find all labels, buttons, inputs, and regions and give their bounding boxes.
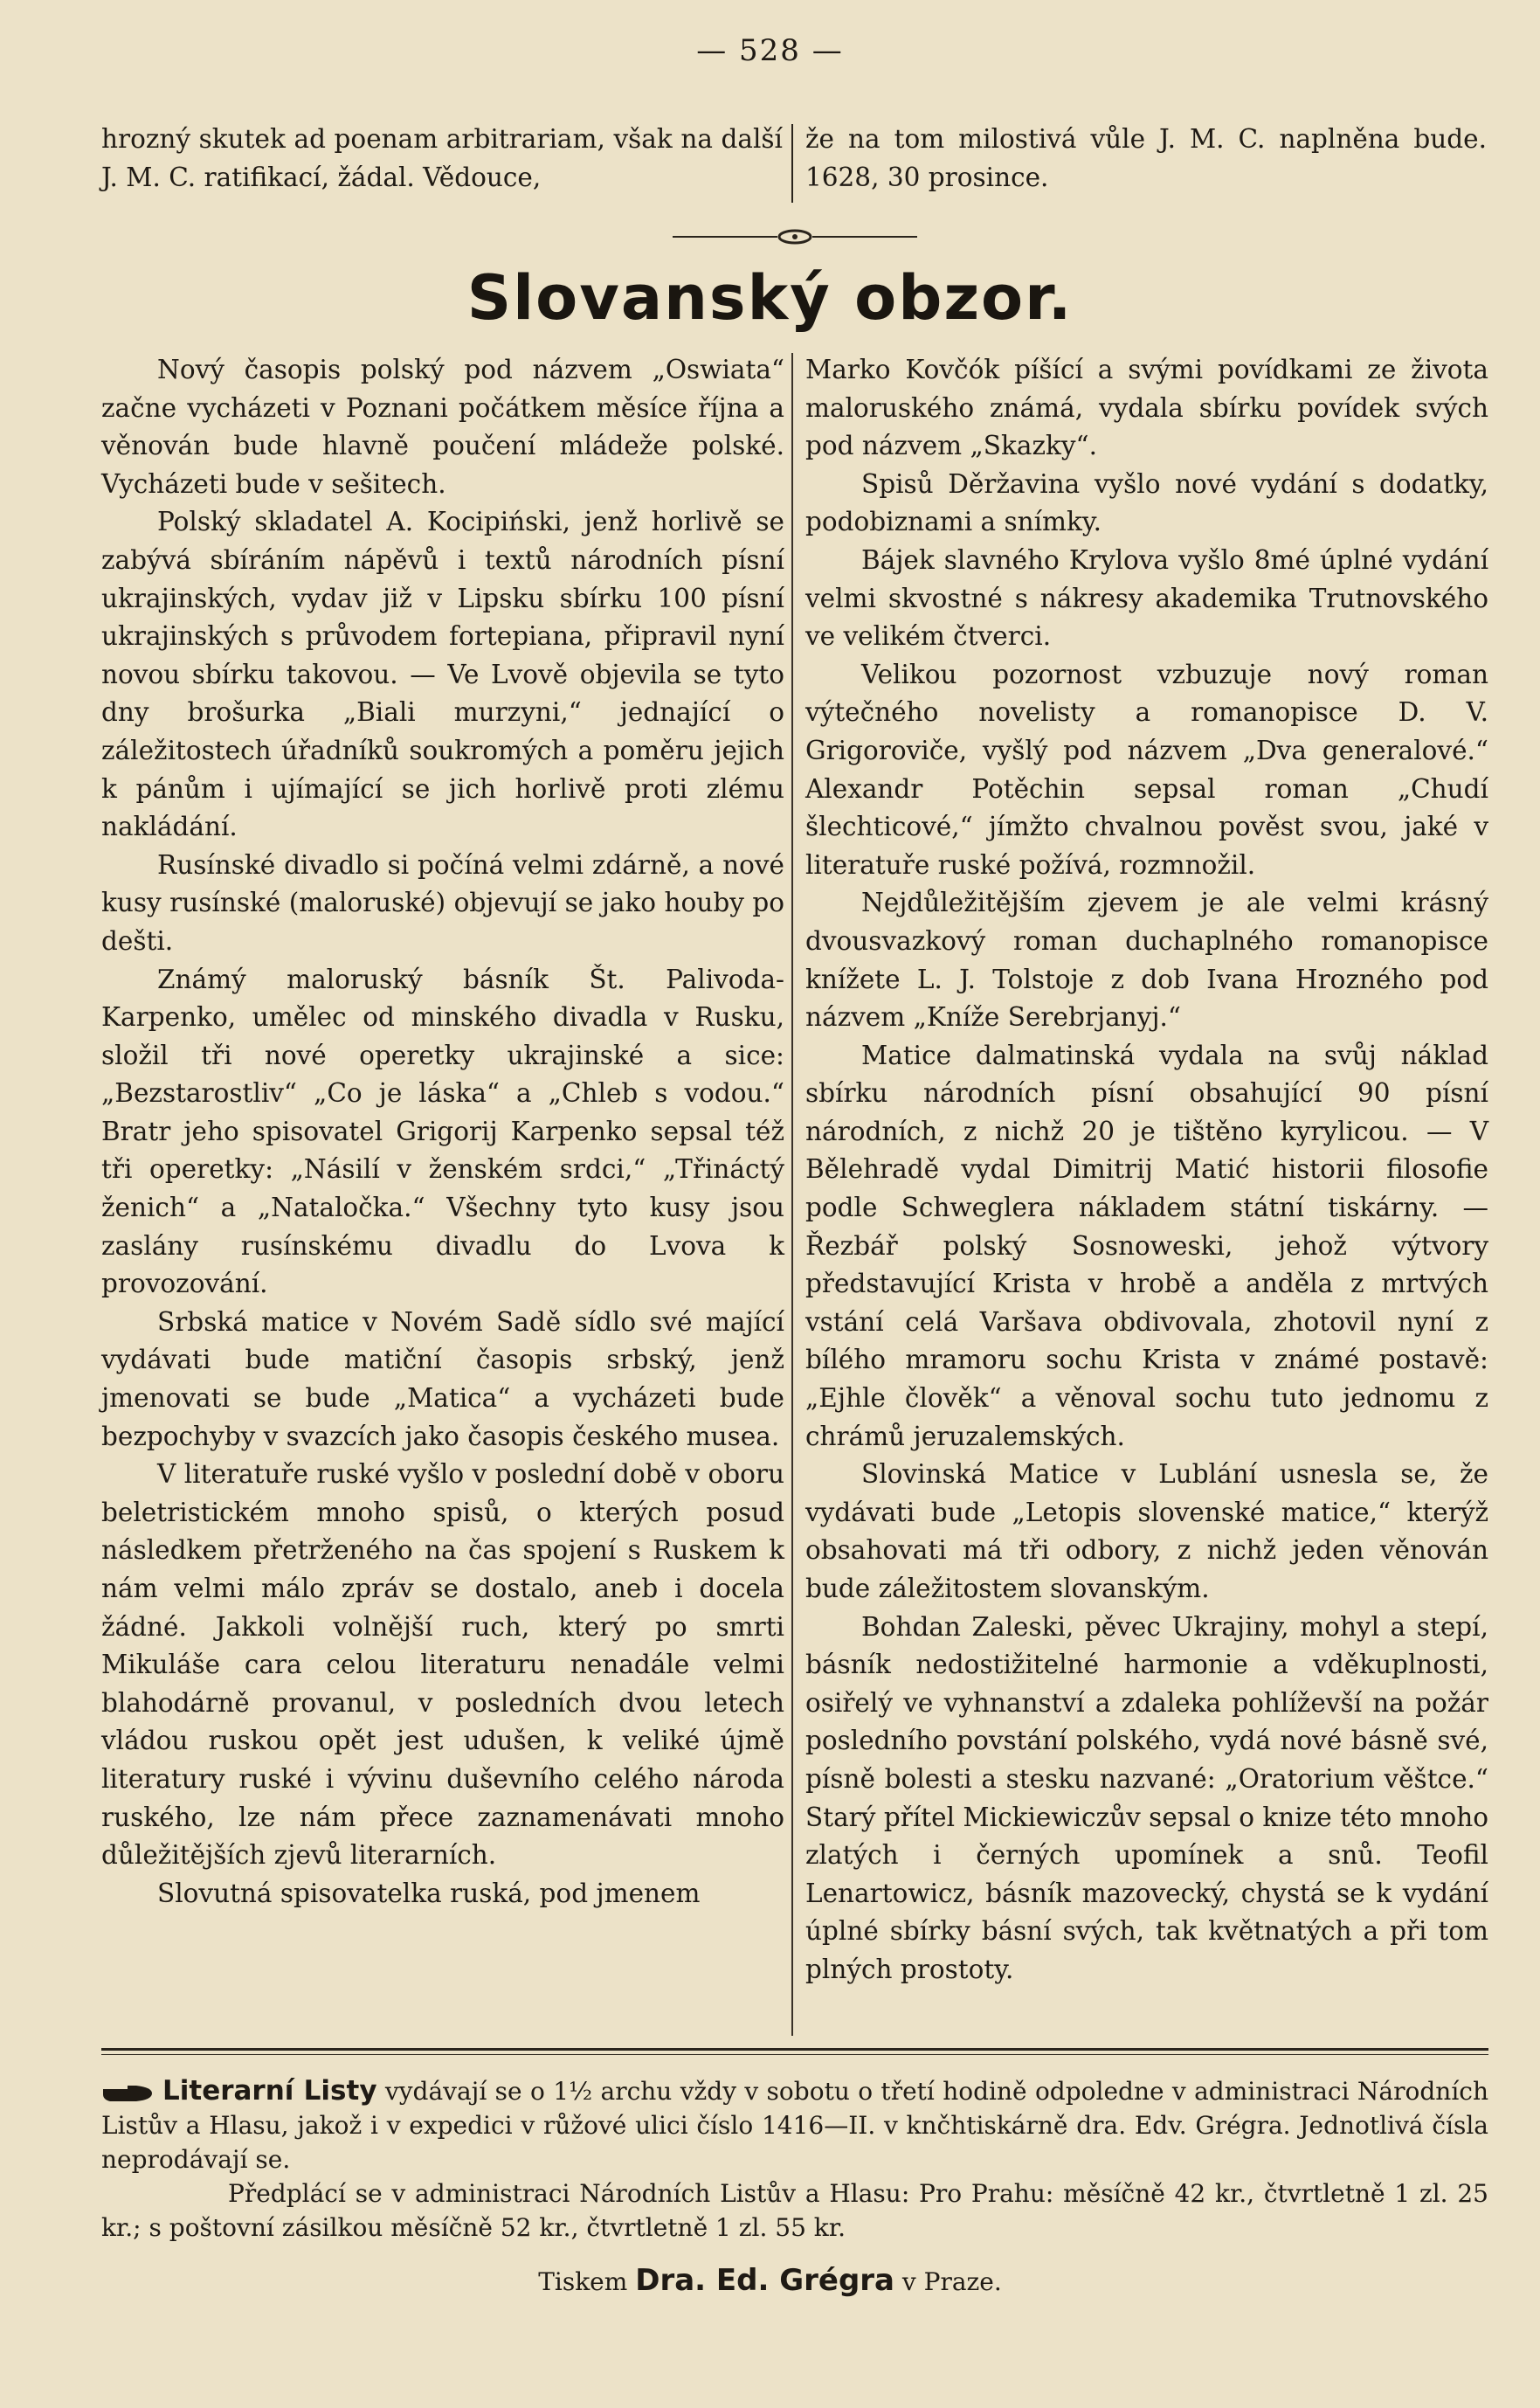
printer-prefix: Tiskem: [538, 2267, 628, 2296]
publication-info: vydávají se o 1½ archu vždy v sobotu o třetí hodině odpoledne v administraci Národních Listův a Hlasu, jakož i v expedici v růžové ulici číslo 1416—II. v knčhtiskárně dra. Edv. Grégra. Jednotlivá čísla neprodávají se.: [101, 2077, 1488, 2174]
article-paragraph: Matice dalmatinská vydala na svůj náklad sbírku národních písní obsahující 90 písní národních, z nichž 20 je tištěno kyrylicou. — V Bělehradě vydal Dimitrij Matić historii filosofie podle Schweglera nákladem státní tiskárny. — Řezbář polský Sosnoweski, jehož výtvory představující Krista v hrobě a anděla z mrtvých vstání celá Varšava obdivovala, zhotovil nyní z bílého mramoru sochu Krista v známé postavě: „Ejhle člověk“ a věnoval sochu tuto jednomu z chrámů jeruzalemských.: [805, 1040, 1488, 1451]
article-paragraph: Známý maloruský básník Št. Palivoda-Karpenko, umělec od minského divadla v Rusku, složil tři nové operetky ukrajinské a sice: „Bezstarostliv“ „Co je láska“ a „Chleb s vodou.“ Bratr jeho spisovatel Grigorij Karpenko sepsal též tři operetky: „Násilí v ženském srdci,“ „Třináctý ženich“ a „Nataločka.“ Všechny tyto kusy jsou zaslány rusínskému divadlu do Lvova k provozování.: [101, 964, 784, 1299]
section-title: Slovanský obzor.: [466, 262, 1074, 334]
article-paragraph: Bájek slavného Krylova vyšlo 8mé úplné vydání velmi skvostné s nákresy akademika Trutnovského ve velikém čtverci.: [805, 544, 1488, 652]
article-paragraph: Bohdan Zaleski, pěvec Ukrajiny, mohyl a stepí, básník nedostižitelné harmonie a vděkuplnosti, osiřelý ve vyhnanství a zdaleka pohlíževší na požár posledního povstání polského, vydá nové básně své, písně bolesti a stesku nazvané: „Oratorium věštce.“ Starý přítel Mickiewiczův sepsal o knize této mnoho zlatých i černých upomínek a snů. Teofil Lenartowicz, básník mazovecký, chystá se k vydání úplné sbírky básní svých, tak květnatých a při tom plných prostoty.: [805, 1611, 1488, 1984]
footer-notice: [101, 2074, 1488, 2245]
printer-name: Dra. Ed. Grégra: [635, 2263, 895, 2298]
pointing-hand-icon: [101, 2084, 154, 2103]
article-paragraph: Slovutná spisovatelka ruská, pod jmenem: [157, 1878, 701, 1908]
column-divider: [791, 353, 793, 2036]
footer-rule-thin: [101, 2054, 1488, 2055]
article-paragraph: Rusínské divadlo si počíná velmi zdárně, a nové kusy rusínské (maloruské) objevují se jako houby po dešti.: [101, 849, 784, 956]
article-paragraph: V literatuře ruské vyšlo v poslední době v oboru beletristickém mnoho spisů, o kterých posud následkem přetrženého na čas spojení s Ruskem k nám velmi málo zpráv se dostalo, aneb i docela žádné. Jakkoli volnější ruch, který po smrti Mikuláše cara celou literaturu nenadále velmi blahodárně provanul, v posledních dvou letech vládou ruskou opět jest udušen, k veliké újmě literatury ruské i vývinu duševního celého národa ruského, lze nám přece zaznamenávati mnoho důležitějších zjevů literarních.: [101, 1459, 784, 1871]
ornament-divider: [664, 225, 926, 248]
continuation-text-left: hrozný skutek ad poenam arbitrariam, však na další J. M. C. ratifikací, žádal. Vědouce,: [101, 124, 783, 192]
article-paragraph: Slovinská Matice v Lublání usnesla se, že vydávati bude „Letopis slovenské matice,“ kterýž obsahovati má tři odbory, z nichž jeden věnován bude záležitostem slovanským.: [805, 1459, 1488, 1603]
top-column-divider: [791, 124, 793, 203]
article-paragraph: Srbská matice v Novém Sadě sídlo své mající vydávati bude matiční časopis srbský, jenž jmenovati se bude „Matica“ a vycházeti bude bezpochyby v svazcích jako časopis českého musea.: [101, 1306, 784, 1451]
printer-imprint: [0, 2263, 1540, 2298]
article-paragraph: Marko Kovčók píšící a svými povídkami ze života maloruského známá, vydala sbírku povídek svých pod názvem „Skazky“.: [805, 355, 1488, 461]
subscription-info: Předplácí se v administraci Národních Listův a Hlasu: Pro Prahu: měsíčně 42 kr., čtvrtletně 1 zl. 25 kr.; s poštovní zásilkou měsíčně 52 kr., čtvrtletně 1 zl. 55 kr.: [101, 2179, 1488, 2242]
continuation-text-right: že na tom milostivá vůle J. M. C. naplněna bude. 1628, 30 prosince.: [805, 124, 1487, 192]
top-right-continuation: [805, 121, 1487, 197]
footer-rule-thick: [101, 2048, 1488, 2051]
article-paragraph: Polský skladatel A. Kocipiński, jenž horlivě se zabývá sbíráním nápěvů i textů národních písní ukrajinských, vydav již v Lipsku sbírku 100 písní ukrajinských s průvodem fortepiana, připravil nyní novou sbírku takovou. — Ve Lvově objevila se tyto dny brošurka „Biali murzyni,“ jednající o záležitostech úřadníků soukromých a poměru jejich k pánům i ujímající se jich horlivě proti zlému nakládání.: [101, 507, 784, 842]
right-column: [805, 351, 1488, 1989]
article-paragraph: Velikou pozornost vzbuzuje nový roman výtečného novelisty a romanopisce D. V. Grigoroviče, vyšlý pod názvem „Dva generalové.“ Alexandr Potěchin sepsal roman „Chudí šlechticové,“ jímžto chvalnou pověst svou, jaké v literatuře ruské požívá, rozmnožil.: [805, 659, 1488, 880]
top-left-continuation: [101, 121, 783, 197]
article-paragraph: Nový časopis polský pod názvem „Oswiata“ začne vycházeti v Poznani počátkem měsíce října a věnován bude hlavně poučení mládeže polské. Vycházeti bude v sešitech.: [101, 355, 784, 499]
page-number: — 528 —: [696, 33, 844, 68]
publication-name: Literarní Listy: [162, 2075, 377, 2107]
article-paragraph: Nejdůležitějším zjevem je ale velmi krásný dvousvazkový roman duchaplného romanopisce knížete L. J. Tolstoje z dob Ivana Hrozného pod názvem „Kníže Serebrjanyj.“: [805, 888, 1488, 1033]
article-paragraph: Spisů Děržavina vyšlo nové vydání s dodatky, podobiznami a snímky.: [805, 468, 1488, 537]
footer-line-1: [101, 2074, 1488, 2176]
left-column: [101, 351, 784, 1913]
printer-suffix: v Praze.: [901, 2267, 1002, 2296]
